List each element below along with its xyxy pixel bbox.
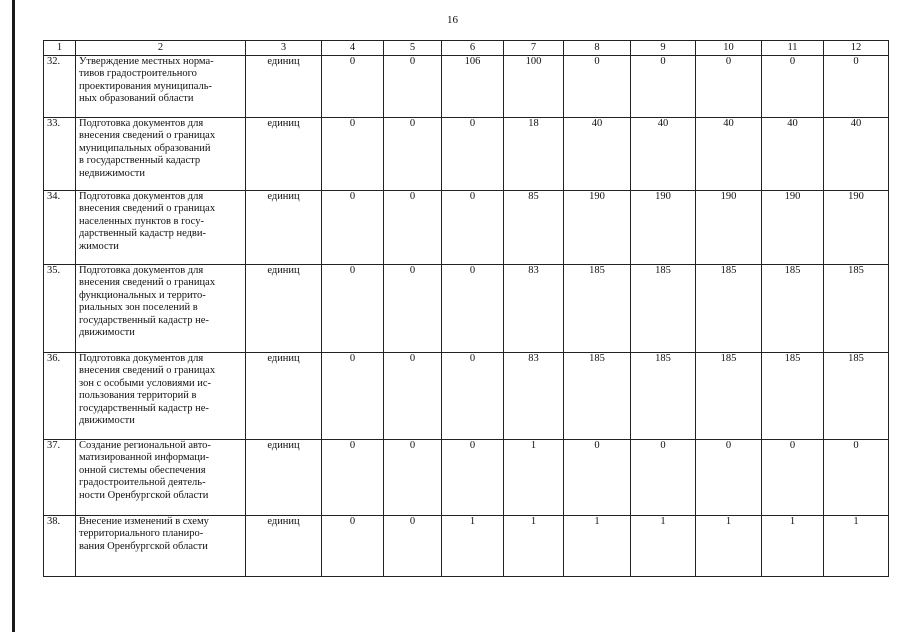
indicator-name-text: Внесение изменений в схему территориального планиро- вания Оренбургской области [79, 516, 209, 552]
value-cell: 40 [631, 118, 696, 191]
value-cell: 40 [824, 118, 889, 191]
indicator-name [76, 440, 246, 516]
unit-cell: единиц [246, 353, 322, 440]
column-header: 10 [696, 41, 762, 56]
unit-cell: единиц [246, 56, 322, 118]
value-cell: 0 [384, 440, 442, 516]
unit-cell: единиц [246, 516, 322, 577]
column-header: 5 [384, 41, 442, 56]
value-cell: 85 [504, 191, 564, 265]
value-cell: 40 [696, 118, 762, 191]
value-cell: 0 [322, 191, 384, 265]
row-number: 32. [44, 56, 76, 118]
value-cell: 190 [824, 191, 889, 265]
binding-edge-line [12, 0, 15, 632]
value-cell: 0 [824, 56, 889, 118]
value-cell: 0 [442, 191, 504, 265]
value-cell: 1 [564, 516, 631, 577]
value-cell: 0 [322, 353, 384, 440]
value-cell: 83 [504, 265, 564, 353]
value-cell: 0 [824, 440, 889, 516]
row-number: 36. [44, 353, 76, 440]
value-cell: 1 [696, 516, 762, 577]
value-cell: 1 [762, 516, 824, 577]
column-header: 6 [442, 41, 504, 56]
column-header: 12 [824, 41, 889, 56]
column-header: 3 [246, 41, 322, 56]
table-row [44, 191, 889, 265]
value-cell: 0 [384, 353, 442, 440]
value-cell: 185 [762, 353, 824, 440]
value-cell: 0 [762, 56, 824, 118]
value-cell: 0 [564, 440, 631, 516]
value-cell: 185 [696, 353, 762, 440]
value-cell: 1 [504, 440, 564, 516]
column-header: 2 [76, 41, 246, 56]
indicator-name-text: Подготовка документов для внесения сведений о границах муниципальных образований в государственный кадастр недвижимости [79, 118, 216, 179]
value-cell: 0 [322, 265, 384, 353]
indicator-name [76, 118, 246, 191]
column-header: 1 [44, 41, 76, 56]
table-row [44, 265, 889, 353]
value-cell: 185 [824, 353, 889, 440]
value-cell: 0 [762, 440, 824, 516]
row-number: 35. [44, 265, 76, 353]
value-cell: 0 [322, 56, 384, 118]
indicator-name [76, 353, 246, 440]
value-cell: 190 [696, 191, 762, 265]
value-cell: 1 [631, 516, 696, 577]
indicator-name-text: Подготовка документов для внесения сведений о границах населенных пунктов в госу- дарственный кадастр недви- жимости [79, 191, 216, 252]
value-cell: 185 [564, 265, 631, 353]
table-row [44, 440, 889, 516]
value-cell: 185 [824, 265, 889, 353]
value-cell: 0 [322, 440, 384, 516]
row-number: 33. [44, 118, 76, 191]
value-cell: 0 [442, 440, 504, 516]
value-cell: 0 [322, 118, 384, 191]
column-header: 4 [322, 41, 384, 56]
unit-cell: единиц [246, 440, 322, 516]
column-header: 8 [564, 41, 631, 56]
value-cell: 0 [564, 56, 631, 118]
indicator-name-text: Подготовка документов для внесения сведений о границах зон с особыми условиями ис- пользования территорий в государственный кадастр не- движимости [79, 353, 216, 427]
indicator-name-text: Утверждение местных норма- тивов градостроительного проектирования муниципаль- ных образований области [79, 56, 214, 105]
table-row [44, 516, 889, 577]
indicators-table [43, 40, 889, 577]
value-cell: 0 [696, 440, 762, 516]
value-cell: 0 [442, 265, 504, 353]
page-number: 16 [447, 14, 458, 26]
value-cell: 190 [564, 191, 631, 265]
table-row [44, 353, 889, 440]
value-cell: 0 [384, 516, 442, 577]
value-cell: 185 [631, 265, 696, 353]
value-cell: 18 [504, 118, 564, 191]
row-number: 34. [44, 191, 76, 265]
row-number: 38. [44, 516, 76, 577]
indicator-name [76, 191, 246, 265]
table-row [44, 118, 889, 191]
value-cell: 0 [384, 265, 442, 353]
value-cell: 0 [442, 118, 504, 191]
indicator-name-text: Создание региональной авто- матизированной информаци- онной системы обеспечения градостроительной деятель- ности Оренбургской области [79, 440, 211, 501]
value-cell: 40 [762, 118, 824, 191]
value-cell: 190 [762, 191, 824, 265]
table-header [44, 41, 889, 56]
value-cell: 185 [696, 265, 762, 353]
unit-cell: единиц [246, 191, 322, 265]
value-cell: 83 [504, 353, 564, 440]
table-row [44, 56, 889, 118]
indicator-name [76, 265, 246, 353]
value-cell: 0 [384, 118, 442, 191]
unit-cell: единиц [246, 265, 322, 353]
indicator-name [76, 516, 246, 577]
value-cell: 0 [442, 353, 504, 440]
column-header: 9 [631, 41, 696, 56]
indicator-name-text: Подготовка документов для внесения сведений о границах функциональных и террито- риальных зон поселений в государственный кадастр не- движимости [79, 265, 216, 339]
value-cell: 40 [564, 118, 631, 191]
header-row [44, 41, 889, 56]
value-cell: 0 [631, 440, 696, 516]
value-cell: 0 [631, 56, 696, 118]
value-cell: 1 [442, 516, 504, 577]
value-cell: 0 [384, 191, 442, 265]
value-cell: 106 [442, 56, 504, 118]
value-cell: 185 [564, 353, 631, 440]
value-cell: 0 [696, 56, 762, 118]
column-header: 11 [762, 41, 824, 56]
value-cell: 1 [504, 516, 564, 577]
indicator-name [76, 56, 246, 118]
unit-cell: единиц [246, 118, 322, 191]
value-cell: 185 [631, 353, 696, 440]
value-cell: 185 [762, 265, 824, 353]
row-number: 37. [44, 440, 76, 516]
value-cell: 190 [631, 191, 696, 265]
value-cell: 0 [384, 56, 442, 118]
value-cell: 0 [322, 516, 384, 577]
value-cell: 1 [824, 516, 889, 577]
value-cell: 100 [504, 56, 564, 118]
column-header: 7 [504, 41, 564, 56]
